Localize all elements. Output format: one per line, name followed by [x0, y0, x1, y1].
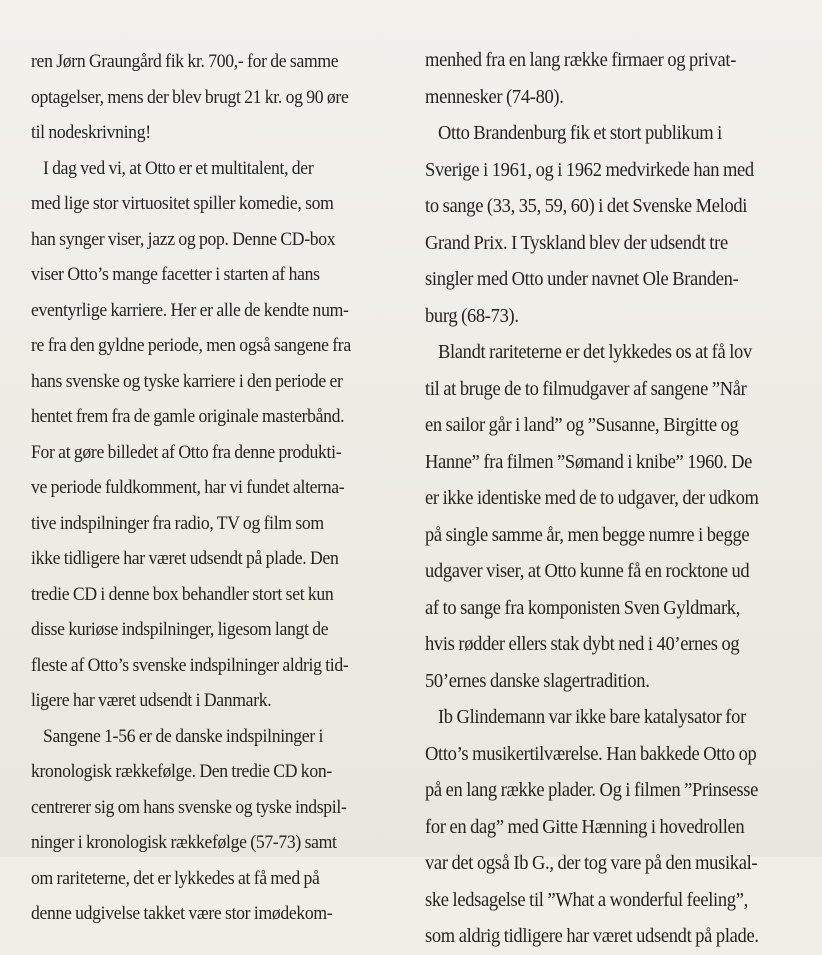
text-line: til at bruge de to filmudgaver af sangene ”Når	[425, 377, 747, 400]
text-line: to sange (33, 35, 59, 60) i det Svenske Melodi	[425, 195, 748, 217]
text-line: ve periode fuldkomment, har vi fundet alterna-	[31, 477, 345, 498]
text-line: eventyrlige karriere. Her er alle de kendte num-	[31, 299, 349, 321]
text-line: optagelser, mens der blev brugt 21 kr. og 90 øre	[31, 86, 349, 108]
text-line: disse kuriøse indspilninger, ligesom langt de	[31, 619, 329, 640]
text-line: han synger viser, jazz og pop. Denne CD-box	[31, 228, 336, 250]
text-line: Hanne” fra filmen ”Sømand i knibe” 1960. De	[425, 450, 753, 473]
text-line: tive indspilninger fra radio, TV og film som	[31, 512, 324, 534]
text-line: ren Jørn Graungård fik kr. 700,- for de samme	[31, 51, 339, 72]
text-line: menhed fra en lang række firmaer og privat-	[425, 49, 737, 71]
text-line: ninger i kronologisk rækkefølge (57-73) samt	[31, 832, 337, 853]
text-line: om rariteterne, det er lykkedes at få med på	[31, 867, 320, 889]
text-line-paragraph-start: Sangene 1-56 er de danske indspilninger i	[42, 725, 324, 747]
text-line: hentet frem fra de gamle originale masterbånd.	[31, 406, 345, 427]
text-line: hvis rødder ellers stak dybt ned i 40’ernes og	[425, 633, 740, 655]
text-line: til nodeskrivning!	[31, 122, 151, 143]
text-line: Sverige i 1961, og i 1962 medvirkede han med	[425, 158, 754, 181]
text-line: viser Otto’s mange facetter i starten af hans	[31, 264, 320, 285]
text-line: hans svenske og tyske karriere i den periode er	[31, 370, 343, 392]
text-line: en sailor går i land” og ”Susanne, Birgitte og	[425, 414, 739, 436]
text-line: med lige stor virtuositet spiller komedie, som	[31, 193, 334, 214]
text-line: for en dag” med Gitte Hænning i hovedrollen	[425, 815, 745, 838]
text-line: Otto’s musikertilværelse. Han bakkede Otto op	[425, 742, 757, 765]
text-line: på en lang række plader. Og i filmen ”Prinsesse	[425, 779, 759, 801]
text-line-paragraph-start: Ib Glindemann var ikke bare katalysator for	[437, 706, 746, 728]
text-line: ikke tidligere har været udsendt på plade. Den	[31, 548, 339, 569]
left-text-column	[31, 44, 373, 932]
right-text-column	[425, 42, 788, 955]
text-line: ske ledsagelse til ”What a wonderful feeling”,	[425, 888, 748, 911]
text-line: 50’ernes danske slagertradition.	[425, 669, 650, 692]
text-line: af to sange fra komponisten Sven Gyldmark,	[425, 596, 741, 619]
text-line: ligere har været udsendt i Danmark.	[31, 690, 272, 711]
text-line: på single samme år, men begge numre i begge	[425, 523, 750, 546]
text-line: denne udgivelse takket være stor imødekom-	[31, 903, 333, 924]
text-line-paragraph-start: I dag ved vi, at Otto er et multitalent, der	[42, 157, 314, 179]
text-line: singler med Otto under navnet Ole Branden-	[425, 268, 739, 290]
text-line: er ikke identiske med de to udgaver, der udkom	[425, 487, 759, 509]
text-line: For at gøre billedet af Otto fra denne produkti-	[31, 441, 342, 463]
text-line: burg (68-73).	[425, 304, 519, 327]
text-line: kronologisk rækkefølge. Den tredie CD kon-	[31, 761, 332, 782]
text-line: mennesker (74-80).	[425, 85, 564, 108]
text-line: Grand Prix. I Tyskland blev der udsendt tre	[425, 231, 728, 254]
text-line: tredie CD i denne box behandler stort set kun	[31, 583, 334, 605]
text-line: centrerer sig om hans svenske og tyske indspil-	[31, 796, 347, 818]
text-line-paragraph-start: Blandt rariteterne er det lykkedes os at få lov	[437, 341, 752, 363]
text-line: re fra den gyldne periode, men også sangene fra	[31, 335, 351, 356]
text-line: som aldrig tidligere har været udsendt på plade.	[425, 925, 759, 947]
text-line: udgaver viser, at Otto kunne få en rocktone ud	[425, 560, 750, 582]
text-line: fleste af Otto’s svenske indspilninger aldrig tid-	[31, 654, 349, 676]
text-line: var det også Ib G., der tog vare på den musikal-	[425, 852, 758, 874]
text-line-paragraph-start: Otto Brandenburg fik et stort publikum i	[437, 122, 722, 144]
